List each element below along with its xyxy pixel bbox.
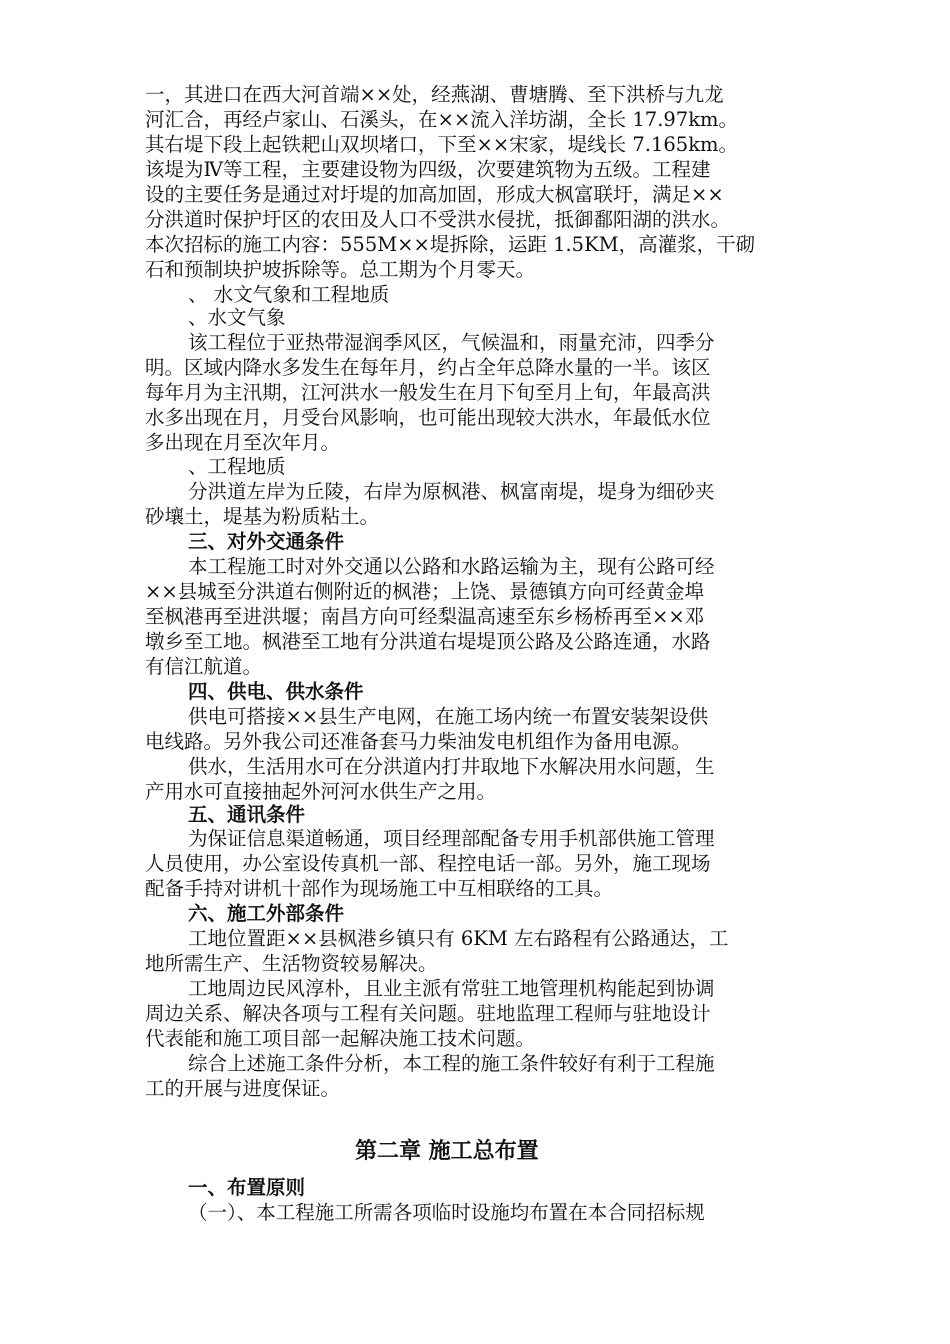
text-line: 墩乡至工地。枫港至工地有分洪道右堤堤顶公路及公路连通，水路 [145,630,711,653]
text-line: 产用水可直接抽起外河河水供生产之用。 [145,780,497,803]
text-line: 本次招标的施工内容：555M××堤拆除，运距 1.5KM，高灌浆，干砌 [145,233,756,256]
subsection-heading: 、工程地质 [188,455,286,478]
section-heading: 四、供电、供水条件 [188,680,364,703]
text-line: 河汇合，再经卢家山、石溪头，在××流入洋坊湖，全长 17.97km。 [145,108,739,131]
section-heading: 三、对外交通条件 [188,530,345,553]
text-line: 人员使用，办公室设传真机一部、程控电话一部。另外，施工现场 [145,852,711,875]
text-line: ××县城至分洪道右侧附近的枫港；上饶、景德镇方向可经黄金埠 [145,580,705,603]
text-line: 分洪道左岸为丘陵，右岸为原枫港、枫富南堤，堤身为细砂夹 [188,480,715,503]
section-heading: 六、施工外部条件 [188,902,345,925]
subsection-heading: 、水文气象 [188,306,286,329]
text-line: 电线路。另外我公司还准备套马力柴油发电机组作为备用电源。 [145,730,692,753]
text-line: 代表能和施工项目部一起解决施工技术问题。 [145,1027,536,1050]
text-line: 综合上述施工条件分析，本工程的施工条件较好有利于工程施 [188,1052,715,1075]
text-line: 设的主要任务是通过对圩堤的加高加固，形成大枫富联圩，满足×× [145,183,724,206]
text-line: 至枫港再至进洪堰；南昌方向可经梨温高速至东乡杨桥再至××邓 [145,605,705,628]
text-line: 该堤为Ⅳ等工程，主要建设物为四级，次要建筑物为五级。工程建 [145,158,711,181]
text-line: （一）、本工程施工所需各项临时设施均布置在本合同招标规 [188,1201,705,1224]
text-line: 配备手持对讲机十部作为现场施工中互相联络的工具。 [145,877,614,900]
text-line: 砂壤土，堤基为粉质粘土。 [145,505,380,528]
text-line: 工的开展与进度保证。 [145,1077,341,1100]
text-line: 工地位置距××县枫港乡镇只有 6KM 左右路程有公路通达，工 [188,927,729,950]
text-line: 多出现在月至次年月。 [145,431,341,454]
text-line: 分洪道时保护圩区的农田及人口不受洪水侵扰，抵御鄱阳湖的洪水。 [145,208,731,231]
chapter-title: 第二章 施工总布置 [355,1138,539,1164]
text-line: 其右堤下段上起铁耙山双坝堵口，下至××宋家，堤线长 7.165km。 [145,133,739,156]
text-line: 地所需生产、生活物资较易解决。 [145,952,438,975]
text-line: 周边关系、解决各项与工程有关问题。驻地监理工程师与驻地设计 [145,1002,711,1025]
text-line: 有信江航道。 [145,655,263,678]
text-line: 水多出现在月，月受台风影响，也可能出现较大洪水，年最低水位 [145,406,711,429]
text-line: 供电可搭接××县生产电网，在施工场内统一布置安装架设供 [188,705,709,728]
text-line: 为保证信息渠道畅通，项目经理部配备专用手机部供施工管理 [188,827,715,850]
section-heading: 五、通讯条件 [188,803,306,826]
text-line: 明。区域内降水多发生在每年月，约占全年总降水量的一半。该区 [145,356,711,379]
text-line: 每年月为主汛期，江河洪水一般发生在月下旬至月上旬，年最高洪 [145,381,711,404]
text-line: 供水，生活用水可在分洪道内打井取地下水解决用水问题，生 [188,755,715,778]
text-line: 石和预制块护坡拆除等。总工期为个月零天。 [145,258,536,281]
text-line: 工地周边民风淳朴，且业主派有常驻工地管理机构能起到协调 [188,977,715,1000]
section-heading: 、 水文气象和工程地质 [188,283,390,306]
section-heading: 一、布置原则 [188,1176,306,1199]
text-line: 一，其进口在西大河首端××处，经燕湖、曹塘腾、至下洪桥与九龙 [145,83,724,106]
text-line: 本工程施工时对外交通以公路和水路运输为主，现有公路可经 [188,555,715,578]
text-line: 该工程位于亚热带湿润季风区，气候温和，雨量充沛，四季分 [188,331,715,354]
